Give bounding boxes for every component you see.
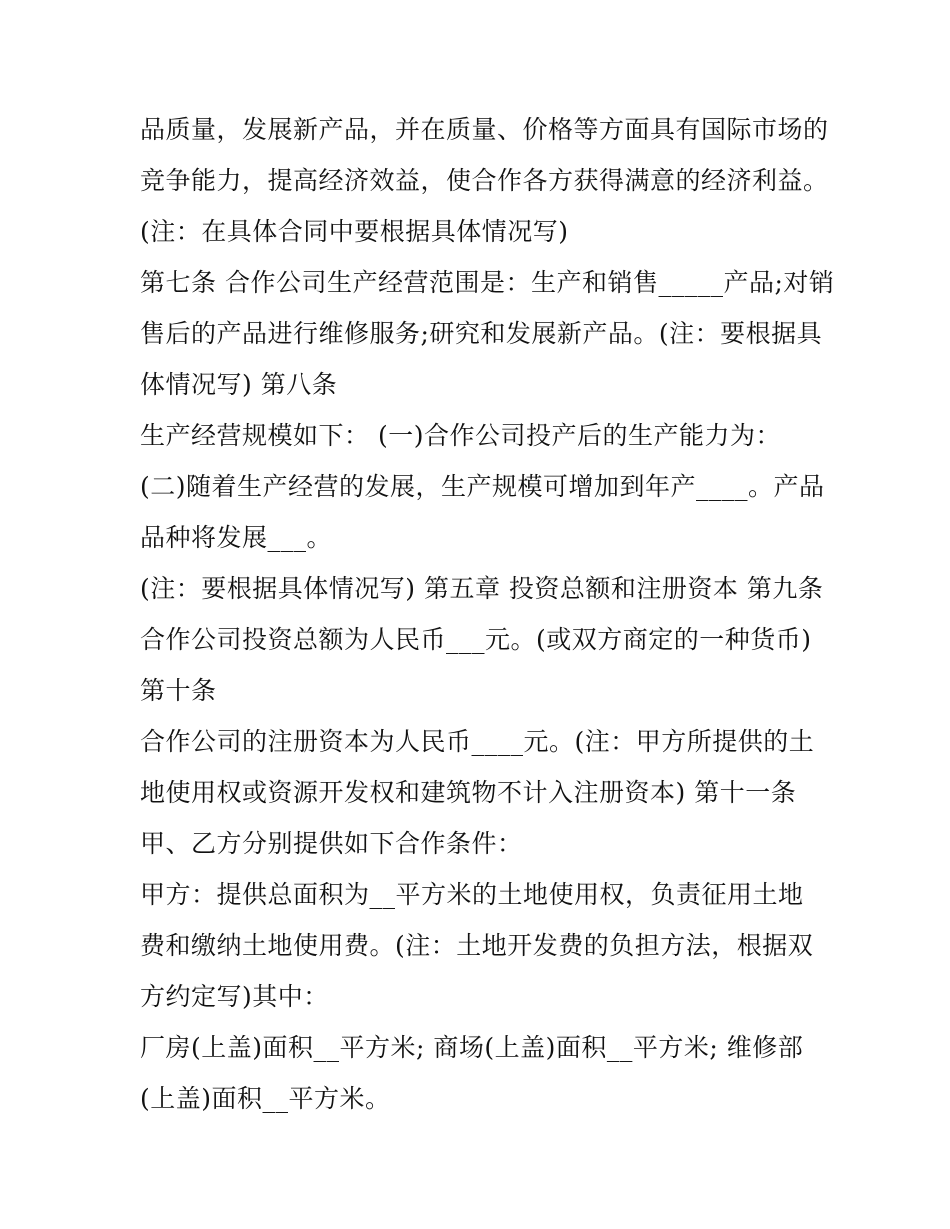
text-line: 甲方：提供总面积为__平方米的土地使用权，负责征用土地 [140, 880, 804, 909]
text-line: 售后的产品进行维修服务;研究和发展新产品。(注：要根据具 [140, 319, 823, 348]
text-line: 竞争能力，提高经济效益，使合作各方获得满意的经济利益。 [140, 166, 829, 195]
text-line: 厂房(上盖)面积__平方米; 商场(上盖)面积__平方米; 维修部 [140, 1033, 804, 1062]
text-line: 合作公司的注册资本为人民币____元。(注：甲方所提供的土 [140, 727, 815, 756]
text-line: 生产经营规模如下： (一)合作公司投产后的生产能力为： [140, 421, 781, 450]
text-line: (二)随着生产经营的发展，生产规模可增加到年产____。产品 [140, 472, 825, 501]
text-line: 品种将发展___。 [140, 523, 333, 552]
text-line: (注：在具体合同中要根据具体情况写) [140, 217, 569, 246]
text-line: 甲、乙方分别提供如下合作条件： [140, 829, 523, 858]
text-line: (上盖)面积__平方米。 [140, 1084, 391, 1113]
text-line: 第七条 合作公司生产经营范围是：生产和销售_____产品;对销 [140, 268, 835, 297]
text-line: 费和缴纳土地使用费。(注：土地开发费的负担方法，根据双 [140, 931, 814, 960]
text-line: 体情况写) 第八条 [140, 370, 338, 399]
contract-text-body [140, 104, 840, 1124]
text-line: 地使用权或资源开发权和建筑物不计入注册资本) 第十一条 [140, 778, 797, 807]
text-line: 合作公司投资总额为人民币___元。(或双方商定的一种货币) [140, 625, 812, 654]
text-line: 方约定写)其中： [140, 982, 329, 1011]
text-line: (注：要根据具体情况写) 第五章 投资总额和注册资本 第九条 [140, 574, 824, 603]
text-line: 品质量，发展新产品，并在质量、价格等方面具有国际市场的 [140, 115, 829, 144]
text-line: 第十条 [140, 676, 217, 705]
